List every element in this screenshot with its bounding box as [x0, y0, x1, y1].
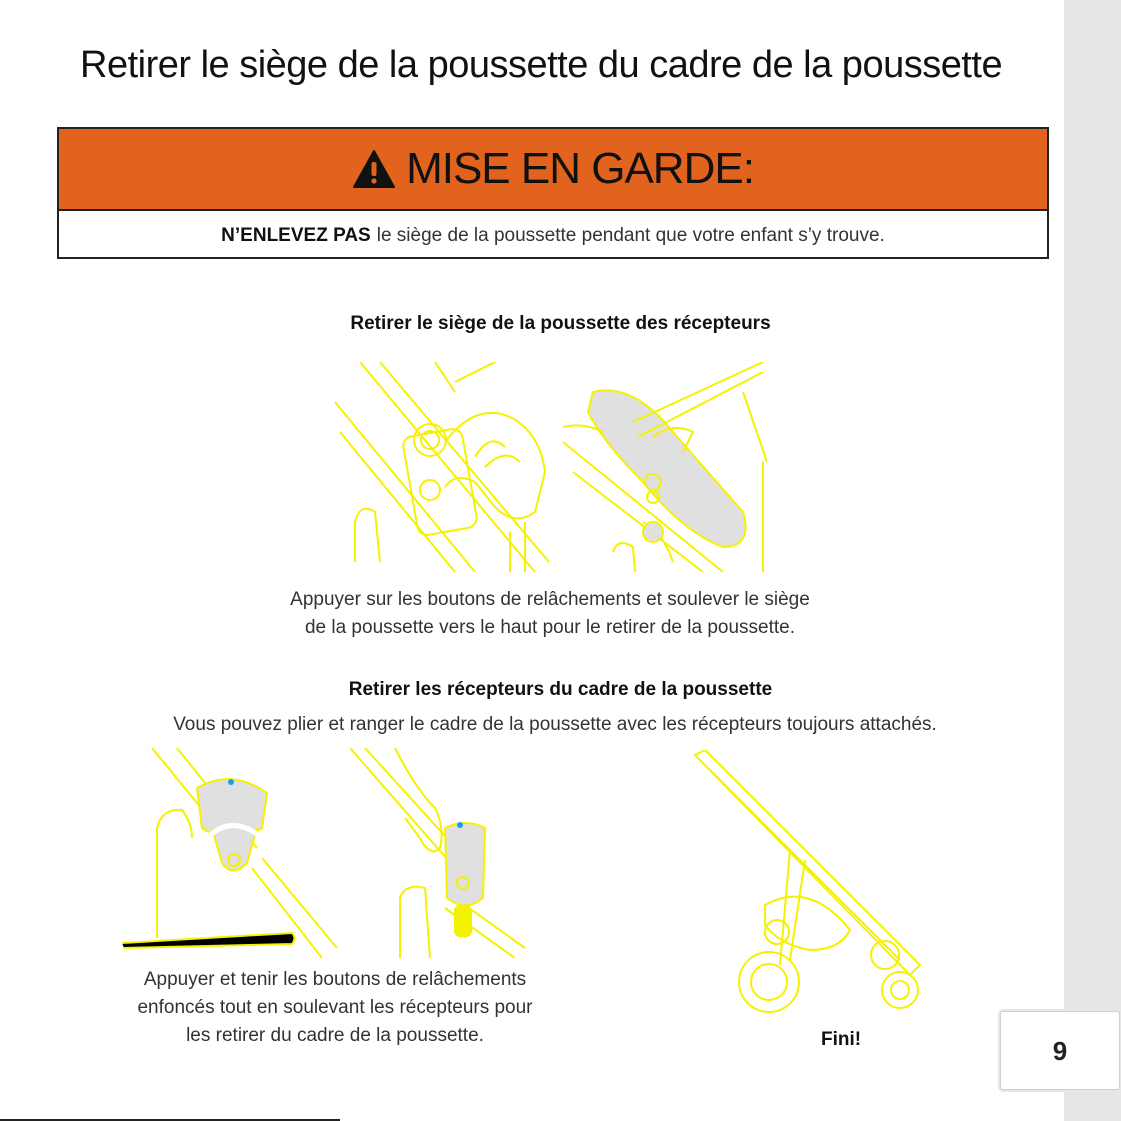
- hold-release-button-illustration: [345, 748, 525, 958]
- warning-box: [57, 127, 1049, 259]
- folded-stroller-illustration: [690, 750, 930, 1015]
- section1-caption-line2: de la poussette vers le haut pour le retirer de la poussette.: [304, 617, 796, 638]
- lift-seat-illustration: [563, 362, 767, 572]
- section2-caption-line3: les retirer du cadre de la poussette.: [186, 1025, 484, 1046]
- section2-heading: Retirer les récepteurs du cadre de la poussette: [348, 679, 773, 700]
- warning-text: [59, 211, 1047, 261]
- warning-body: le siège de la poussette pendant que votre enfant s’y trouve.: [376, 225, 885, 246]
- warning-strong: N’ENLEVEZ PAS: [221, 225, 371, 246]
- section2-intro: Vous pouvez plier et ranger le cadre de la poussette avec les récepteurs toujours attachés.: [173, 714, 937, 735]
- section2-caption-line1: Appuyer et tenir les boutons de relâchements: [143, 969, 527, 990]
- section2-caption-line2: enfoncés tout en soulevant les récepteurs pour: [137, 997, 533, 1018]
- section2-caption: [110, 966, 560, 1050]
- warning-header: [59, 129, 1047, 211]
- page-number: 9: [1052, 1036, 1068, 1066]
- page-number-box: [1000, 1011, 1120, 1090]
- warning-triangle-icon: [352, 149, 396, 189]
- press-release-button-illustration: [335, 362, 549, 572]
- warning-title: MISE EN GARDE:: [406, 144, 754, 193]
- page-margin-tab: [1064, 0, 1121, 1121]
- section1-heading: Retirer le siège de la poussette des récepteurs: [350, 313, 771, 334]
- receptor-lift-illustration: [122, 748, 337, 958]
- section1-caption: [230, 586, 870, 642]
- done-label: Fini!: [821, 1029, 862, 1050]
- page-title: Retirer le siège de la poussette du cadre de la poussette: [80, 44, 1003, 86]
- section1-caption-line1: Appuyer sur les boutons de relâchements et soulever le siège: [290, 589, 810, 610]
